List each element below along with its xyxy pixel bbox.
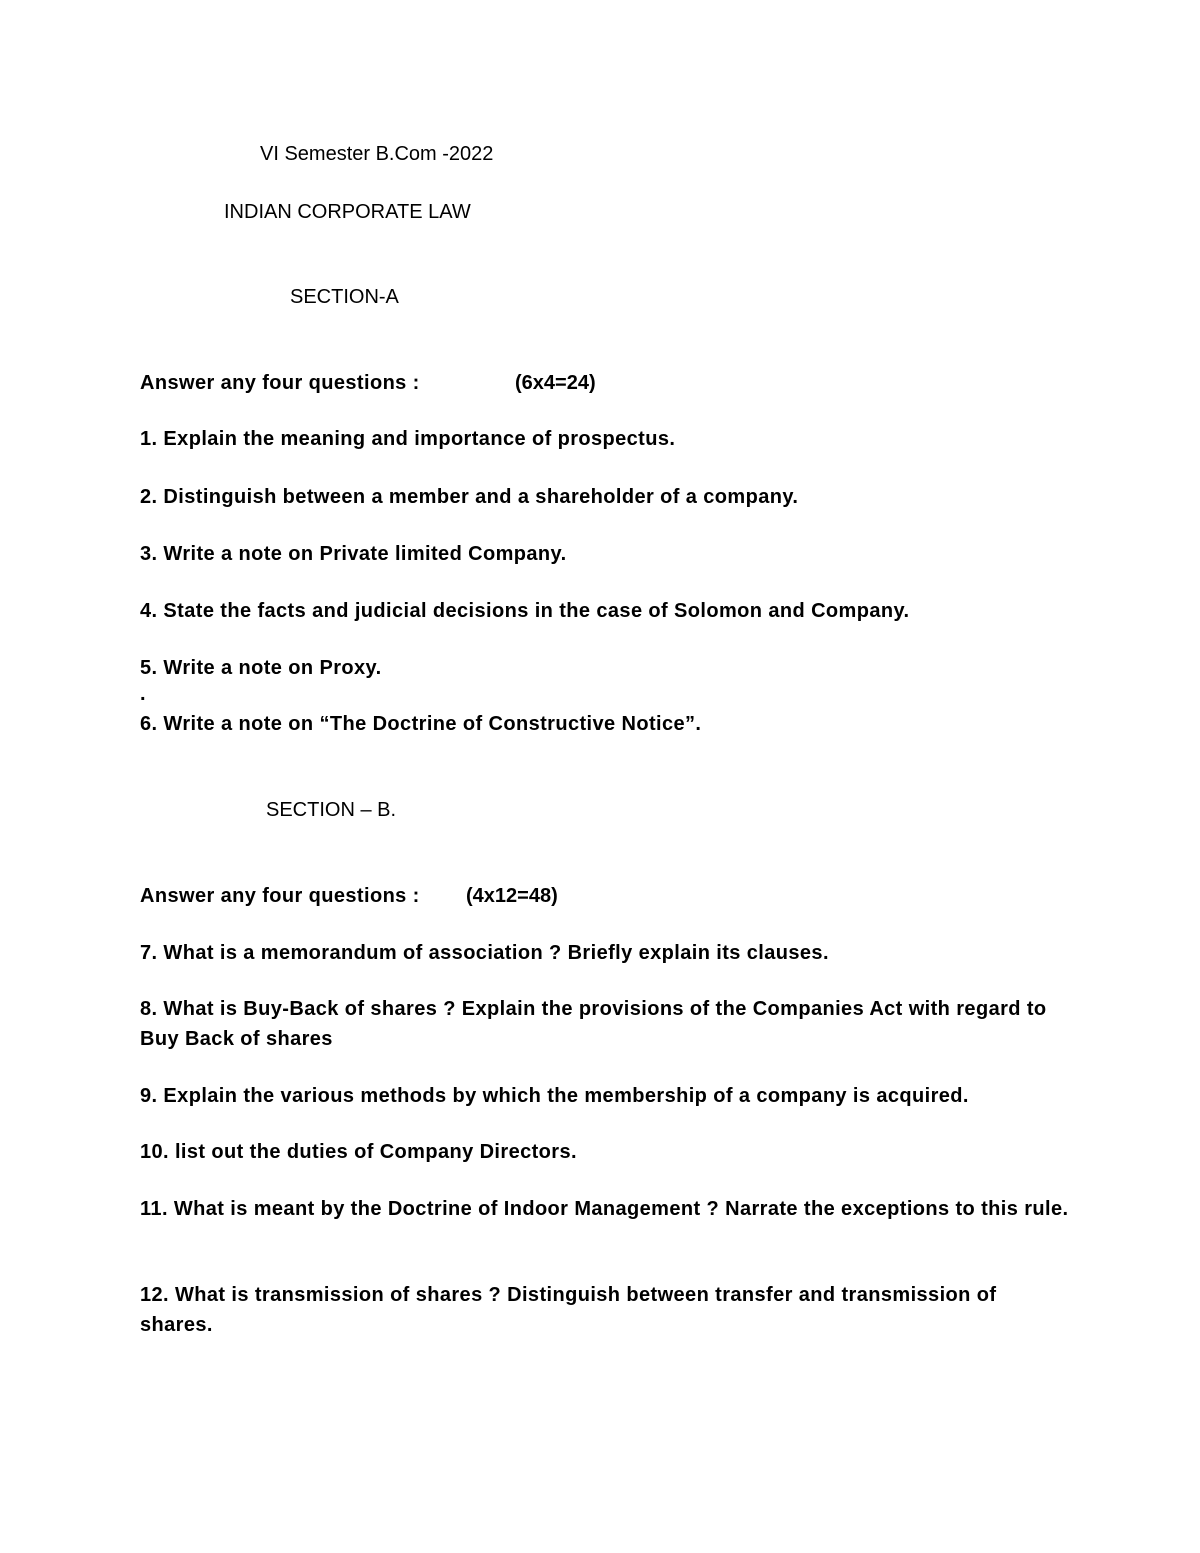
section-b-instruction: Answer any four questions : (140, 885, 420, 907)
section-a-marks: (6x4=24) (515, 372, 596, 394)
question-6: 6. Write a note on “The Doctrine of Constructive Notice”. (140, 713, 702, 735)
question-1: 1. Explain the meaning and importance of prospectus. (140, 428, 676, 450)
question-12: 12. What is transmission of shares ? Distinguish between transfer and transmission of shares. (140, 1284, 997, 1336)
section-b-heading: SECTION – B. (266, 799, 397, 821)
question-11: 11. What is meant by the Doctrine of Indoor Management ? Narrate the exceptions to this rule. (140, 1198, 1069, 1220)
question-7: 7. What is a memorandum of association ? Briefly explain its clauses. (140, 942, 829, 964)
semester-title: VI Semester B.Com -2022 (260, 143, 494, 165)
section-a-instruction: Answer any four questions : (140, 372, 420, 394)
question-5: 5. Write a note on Proxy. (140, 657, 382, 679)
question-8: 8. What is Buy-Back of shares ? Explain the provisions of the Companies Act with regard to Buy Back of shares (140, 998, 1047, 1050)
question-9: 9. Explain the various methods by which the membership of a company is acquired. (140, 1085, 969, 1107)
section-b-marks: (4x12=48) (466, 885, 558, 907)
question-10: 10. list out the duties of Company Directors. (140, 1141, 577, 1163)
stray-period: . (140, 683, 146, 705)
question-2: 2. Distinguish between a member and a shareholder of a company. (140, 486, 799, 508)
question-4: 4. State the facts and judicial decisions in the case of Solomon and Company. (140, 600, 910, 622)
question-3: 3. Write a note on Private limited Company. (140, 543, 567, 565)
subject-title: INDIAN CORPORATE LAW (224, 201, 471, 223)
section-a-heading: SECTION-A (290, 286, 399, 308)
